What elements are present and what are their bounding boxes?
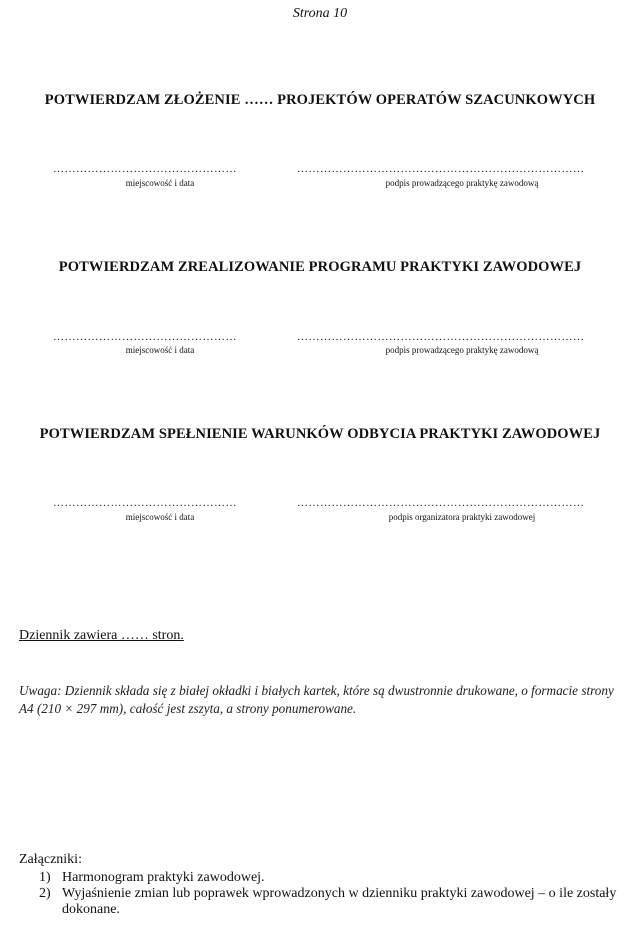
page-count-statement: Dziennik zawiera …… stron. <box>19 628 184 643</box>
attachments-title: Załączniki: <box>19 852 82 867</box>
signature-caption: podpis prowadzącego praktykę zawodową <box>385 345 539 355</box>
list-item <box>19 886 629 918</box>
place-date-line: ………………………………………… <box>53 497 237 509</box>
confirmation-heading-projects: POTWIERDZAM ZŁOŻENIE …… PROJEKTÓW OPERATÓW SZACUNKOWYCH <box>44 92 596 108</box>
signature-line: ………………………………………………………………… <box>297 497 585 509</box>
page-number: Strona 10 <box>292 6 348 21</box>
confirmation-heading-conditions: POTWIERDZAM SPEŁNIENIE WARUNKÓW ODBYCIA PRAKTYKI ZAWODOWEJ <box>39 426 601 442</box>
list-item-number: 2) <box>39 886 51 901</box>
place-date-line: ………………………………………… <box>53 163 237 175</box>
note-paragraph: Uwaga: Dziennik składa się z białej okładki i białych kartek, które są dwustronnie drukowane, o formacie strony A4 (210 × 297 mm), całość jest zszyta, a strony ponumerowane. <box>19 683 614 716</box>
signature-caption: podpis organizatora praktyki zawodowej <box>388 512 536 522</box>
attachments-list <box>19 870 629 918</box>
signature-line: ………………………………………………………………… <box>297 163 585 175</box>
signature-caption: podpis prowadzącego praktykę zawodową <box>385 178 539 188</box>
signature-line: ………………………………………………………………… <box>297 331 585 343</box>
place-date-caption: miejscowość i data <box>125 178 195 188</box>
place-date-caption: miejscowość i data <box>125 345 195 355</box>
list-item-text: Wyjaśnienie zmian lub poprawek wprowadzonych w dzienniku praktyki zawodowej – o ile zostały dokonane. <box>62 886 617 917</box>
list-item <box>19 870 629 886</box>
list-item-text: Harmonogram praktyki zawodowej. <box>62 870 265 885</box>
confirmation-heading-program: POTWIERDZAM ZREALIZOWANIE PROGRAMU PRAKTYKI ZAWODOWEJ <box>58 259 582 275</box>
place-date-line: ………………………………………… <box>53 331 237 343</box>
place-date-caption: miejscowość i data <box>125 512 195 522</box>
list-item-number: 1) <box>39 870 51 885</box>
